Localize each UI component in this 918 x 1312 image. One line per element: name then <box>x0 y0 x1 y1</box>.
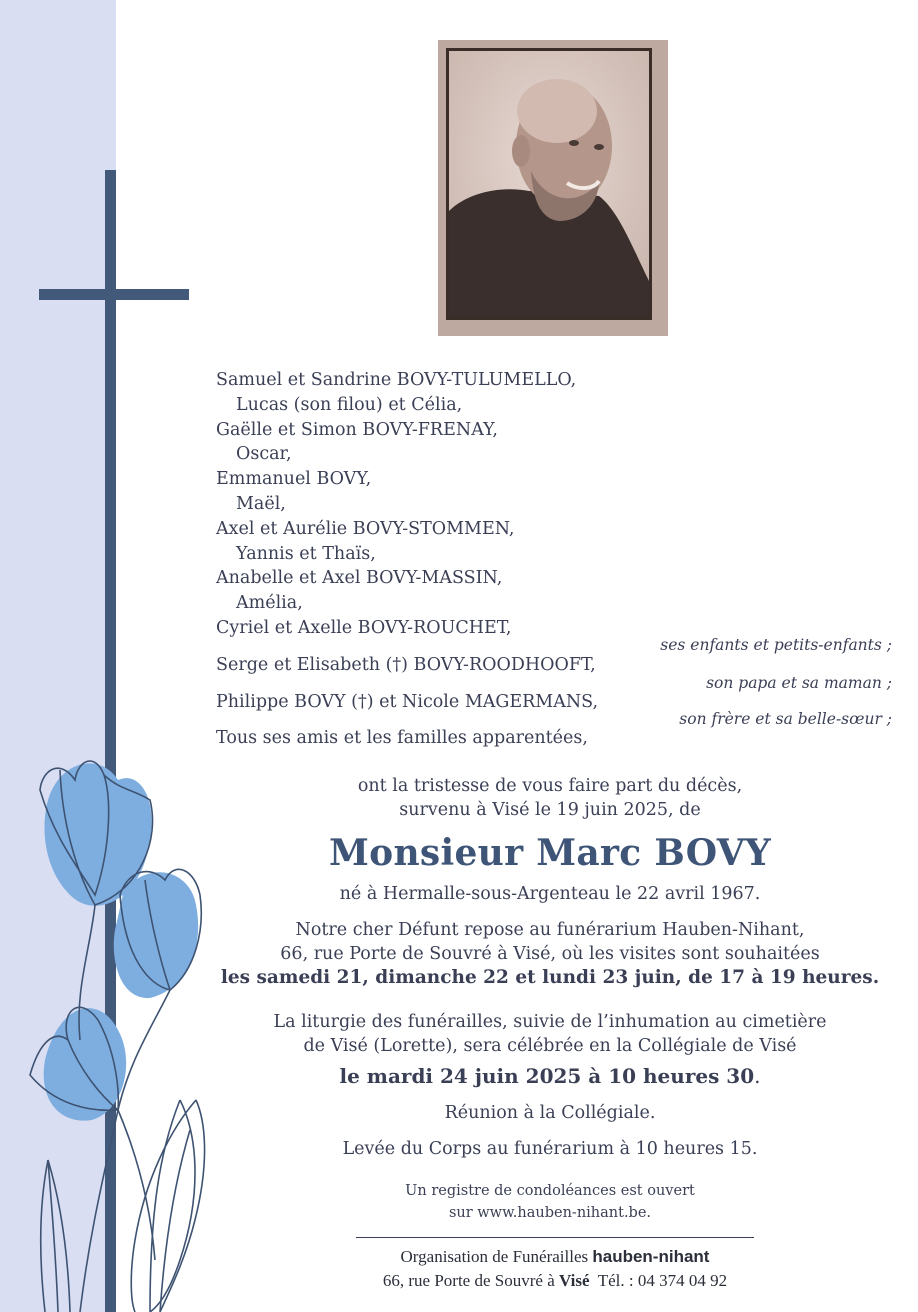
family-line: Axel et Aurélie BOVY-STOMMEN, <box>216 518 515 539</box>
footer-divider <box>356 1237 754 1238</box>
footer-city: Visé <box>558 1271 590 1290</box>
family-line: Anabelle et Axel BOVY-MASSIN, <box>216 568 503 589</box>
reunion-info: Réunion à la Collégiale. <box>444 1103 656 1123</box>
portrait-frame <box>438 40 668 336</box>
liturgy-line: de Visé (Lorette), sera célébrée en la Collégiale de Visé <box>303 1036 797 1056</box>
funeral-date-text: le mardi 24 juin 2025 à 10 heures 30 <box>339 1064 755 1088</box>
repose-line: 66, rue Porte de Souvré à Visé, où les visites sont souhaitées <box>280 944 820 964</box>
footer-street: 66, rue Porte de Souvré à <box>382 1271 555 1290</box>
liturgy-line: La liturgie des funérailles, suivie de l’inhumation au cimetière <box>273 1012 827 1032</box>
registry-line: Un registre de condoléances est ouvert <box>405 1183 695 1199</box>
family-line: Oscar, <box>236 444 292 465</box>
family-list <box>216 368 598 751</box>
liturgy-info <box>212 1010 888 1058</box>
brand-logo: hauben-nihant <box>592 1247 710 1266</box>
visiting-hours: les samedi 21, dimanche 22 et lundi 23 juin, de 17 à 19 heures. <box>220 967 880 988</box>
announcement <box>212 774 888 822</box>
family-line: Yannis et Thaïs, <box>236 543 376 564</box>
footer-org-prefix: Organisation de Funérailles <box>400 1247 589 1266</box>
family-line: Philippe BOVY (†) et Nicole MAGERMANS, <box>216 691 599 712</box>
cross-horizontal-icon <box>39 289 189 300</box>
family-line: Cyriel et Axelle BOVY-ROUCHET, <box>216 617 512 638</box>
announcement-line: survenu à Visé le 19 juin 2025, de <box>399 800 701 820</box>
funeral-date <box>212 1064 888 1088</box>
footer-address <box>300 1271 810 1291</box>
family-line: Lucas (son filou) et Célia, <box>236 394 463 415</box>
footer-phone: Tél. : 04 374 04 92 <box>597 1271 728 1290</box>
relation-siblings: son frère et sa belle-sœur ; <box>679 710 892 728</box>
condolence-registry <box>212 1180 888 1224</box>
portrait-photo <box>446 48 652 320</box>
relation-children: ses enfants et petits-enfants ; <box>660 636 892 654</box>
repose-info <box>212 918 888 990</box>
repose-line: Notre cher Défunt repose au funérarium Hauben-Nihant, <box>295 920 805 940</box>
tulip-fills <box>44 763 198 1120</box>
announcement-line: ont la tristesse de vous faire part du décès, <box>357 776 743 796</box>
family-line: Gaëlle et Simon BOVY-FRENAY, <box>216 419 498 440</box>
family-line: Amélia, <box>236 593 303 614</box>
family-line: Emmanuel BOVY, <box>216 469 372 490</box>
family-line: Samuel et Sandrine BOVY-TULUMELLO, <box>216 370 577 390</box>
levee-info: Levée du Corps au funérarium à 10 heures 15. <box>342 1139 758 1159</box>
family-line: Tous ses amis et les familles apparentées, <box>216 728 588 749</box>
funeral-date-suffix: . <box>754 1064 761 1088</box>
birth-info: né à Hermalle-sous-Argenteau le 22 avril 1967. <box>339 884 761 904</box>
deceased-name: Monsieur Marc BOVY <box>328 832 771 874</box>
relation-parents: son papa et sa maman ; <box>706 674 892 692</box>
family-line: Serge et Elisabeth (†) BOVY-ROODHOOFT, <box>216 654 596 675</box>
footer-organisation <box>300 1247 810 1267</box>
registry-link[interactable]: sur www.hauben-nihant.be. <box>448 1205 652 1221</box>
family-line: Maël, <box>236 493 286 514</box>
